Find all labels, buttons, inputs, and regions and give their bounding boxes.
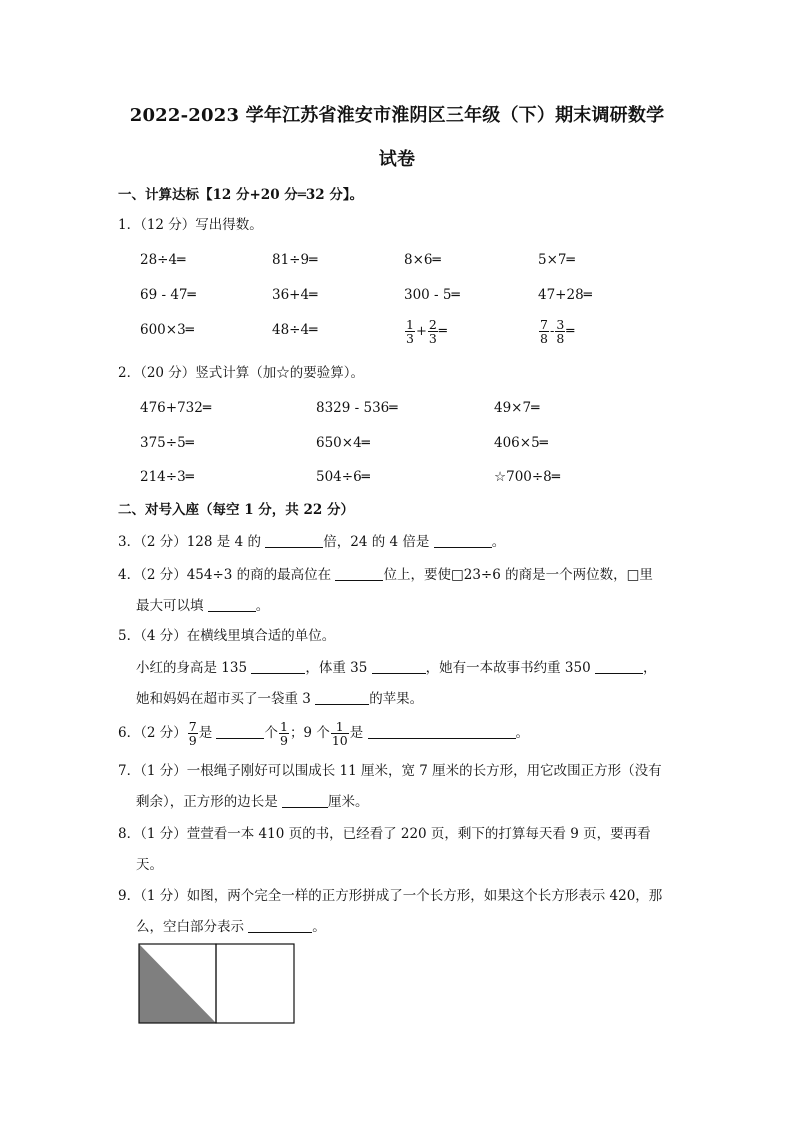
q5-line2: [136, 659, 657, 677]
answer-blank[interactable]: [315, 691, 369, 705]
q1-item: 48÷4═: [272, 322, 318, 338]
q6-text: ；9 个: [289, 725, 330, 741]
q1-text: 1．（12 分）写出得数。: [118, 217, 263, 233]
answer-blank[interactable]: [368, 725, 516, 739]
denominator: 3: [406, 331, 414, 346]
q3-text: 倍，24 的 4 倍是: [323, 534, 430, 550]
q2-item: 8329 - 536═: [316, 400, 398, 416]
answer-blank[interactable]: [251, 660, 305, 674]
q7-text: 剩余），正方形的边长是: [136, 794, 278, 810]
q2-item: 650×4═: [316, 435, 370, 451]
numerator: 1: [331, 720, 349, 734]
denominator: 8: [556, 331, 565, 346]
right-square: [216, 944, 294, 1023]
answer-blank[interactable]: [335, 567, 383, 581]
denominator: 8: [540, 331, 548, 346]
q5-text: ，她有一本故事书约重 350: [425, 660, 591, 676]
q8-line2: 天。: [136, 857, 163, 873]
q1-item: 47+28═: [538, 287, 592, 303]
q1-item: 28÷4═: [140, 252, 186, 268]
q7-text: 厘米。: [328, 794, 369, 810]
q4-text: 4．（2 分）454÷3 的商的最高位在: [118, 567, 332, 583]
answer-blank[interactable]: [372, 660, 426, 674]
q5-text: 小红的身高是 135: [136, 660, 248, 676]
two-squares-figure: [138, 943, 298, 1025]
q9-text: 么，空白部分表示: [136, 919, 244, 935]
q5-text: ，: [643, 660, 657, 676]
q1-item: 69 - 47═: [140, 287, 196, 303]
q1-item: 81÷9═: [272, 252, 318, 268]
answer-blank[interactable]: [282, 794, 328, 808]
denominator: 9: [188, 733, 197, 748]
answer-blank[interactable]: [595, 660, 643, 674]
answer-blank[interactable]: [265, 534, 323, 548]
exam-title-line1: 2022-2023 学年江苏省淮安市淮阴区三年级（下）期末调研数学: [129, 105, 665, 126]
fraction: [188, 720, 198, 747]
fraction: [405, 318, 415, 345]
q4-line2: [136, 597, 269, 615]
q2-item: 504÷6═: [316, 469, 370, 485]
exam-title-line2: 试卷: [378, 149, 416, 170]
q2-item: ☆700÷8═: [494, 469, 560, 485]
equals-sign: ═: [566, 324, 575, 339]
fraction: [428, 318, 438, 345]
q1-item: 300 - 5═: [404, 287, 460, 303]
q2-text: 2．（20 分）竖式计算（加☆的要验算）。: [118, 365, 365, 381]
numerator: 7: [540, 317, 548, 332]
q1-item: 600×3═: [140, 322, 194, 338]
numerator: 1: [279, 719, 288, 734]
q6-text: 个: [264, 725, 278, 741]
answer-blank[interactable]: [208, 598, 256, 612]
numerator: 7: [188, 719, 197, 734]
q6: [118, 720, 529, 747]
q4-line1: [118, 566, 653, 584]
q9-text: 。: [312, 919, 326, 935]
q2-item: 406×5═: [494, 435, 548, 451]
section1-heading: 一、计算达标【12 分+20 分═32 分】。: [118, 187, 364, 203]
q5-text: 她和妈妈在超市买了一袋重 3: [136, 691, 311, 707]
q2-item: 49×7═: [494, 400, 540, 416]
q1-fraction-sum: [404, 318, 447, 345]
q6-text: 是: [198, 725, 213, 741]
q2-item: 476+732═: [140, 400, 211, 416]
q1-item: 36+4═: [272, 287, 318, 303]
denominator: 10: [331, 733, 348, 748]
q6-text: 6．（2 分）: [118, 725, 187, 741]
fraction: [555, 318, 565, 345]
q3: [118, 533, 505, 551]
fraction: [279, 720, 289, 747]
q5-text: 5．（4 分）在横线里填合适的单位。: [118, 628, 336, 644]
shaded-triangle: [139, 944, 216, 1023]
answer-blank[interactable]: [434, 534, 492, 548]
fraction: [331, 720, 349, 747]
answer-blank[interactable]: [216, 725, 264, 739]
q9-line2: [136, 918, 326, 936]
operator: +: [415, 324, 427, 339]
q3-text: 。: [491, 534, 506, 550]
fraction: [539, 318, 549, 345]
operator: -: [549, 324, 555, 339]
denominator: 3: [428, 331, 437, 346]
q6-text: 是: [349, 725, 364, 741]
q4-text: 最大可以填: [136, 598, 204, 614]
q3-text: 3．（2 分）128 是 4 的: [118, 534, 261, 550]
denominator: 9: [279, 733, 288, 748]
q5-line3: [136, 690, 423, 708]
q2-item: 375÷5═: [140, 435, 194, 451]
equals-sign: ═: [438, 324, 447, 339]
numerator: 3: [556, 317, 565, 332]
numerator: 1: [406, 317, 414, 332]
q9-line1: 9．（1 分）如图，两个完全一样的正方形拼成了一个长方形，如果这个长方形表示 420，那: [118, 888, 663, 904]
q8-line1: 8．（1 分）萱萱看一本 410 页的书，已经看了 220 页，剩下的打算每天看 9 页，要再看: [118, 826, 651, 842]
q1-item: 8×6═: [404, 252, 441, 268]
q5-text: 的苹果。: [369, 691, 424, 707]
answer-blank[interactable]: [248, 919, 312, 933]
q1-item: 5×7═: [538, 252, 575, 268]
q7-line1: 7．（1 分）一根绳子刚好可以围成长 11 厘米，宽 7 厘米的长方形，用它改围正方形（没有: [118, 763, 662, 779]
q1-fraction-difference: [538, 318, 574, 345]
q2-item: 214÷3═: [140, 469, 194, 485]
q4-text: 位上，要使□23÷6 的商是一个两位数，□里: [383, 567, 653, 583]
numerator: 2: [428, 317, 437, 332]
section2-heading: 二、对号入座（每空 1 分，共 22 分）: [118, 502, 354, 518]
q6-text: 。: [515, 725, 530, 741]
q7-line2: [136, 793, 369, 811]
q4-text: 。: [255, 598, 270, 614]
q5-text: ，体重 35: [305, 660, 368, 676]
